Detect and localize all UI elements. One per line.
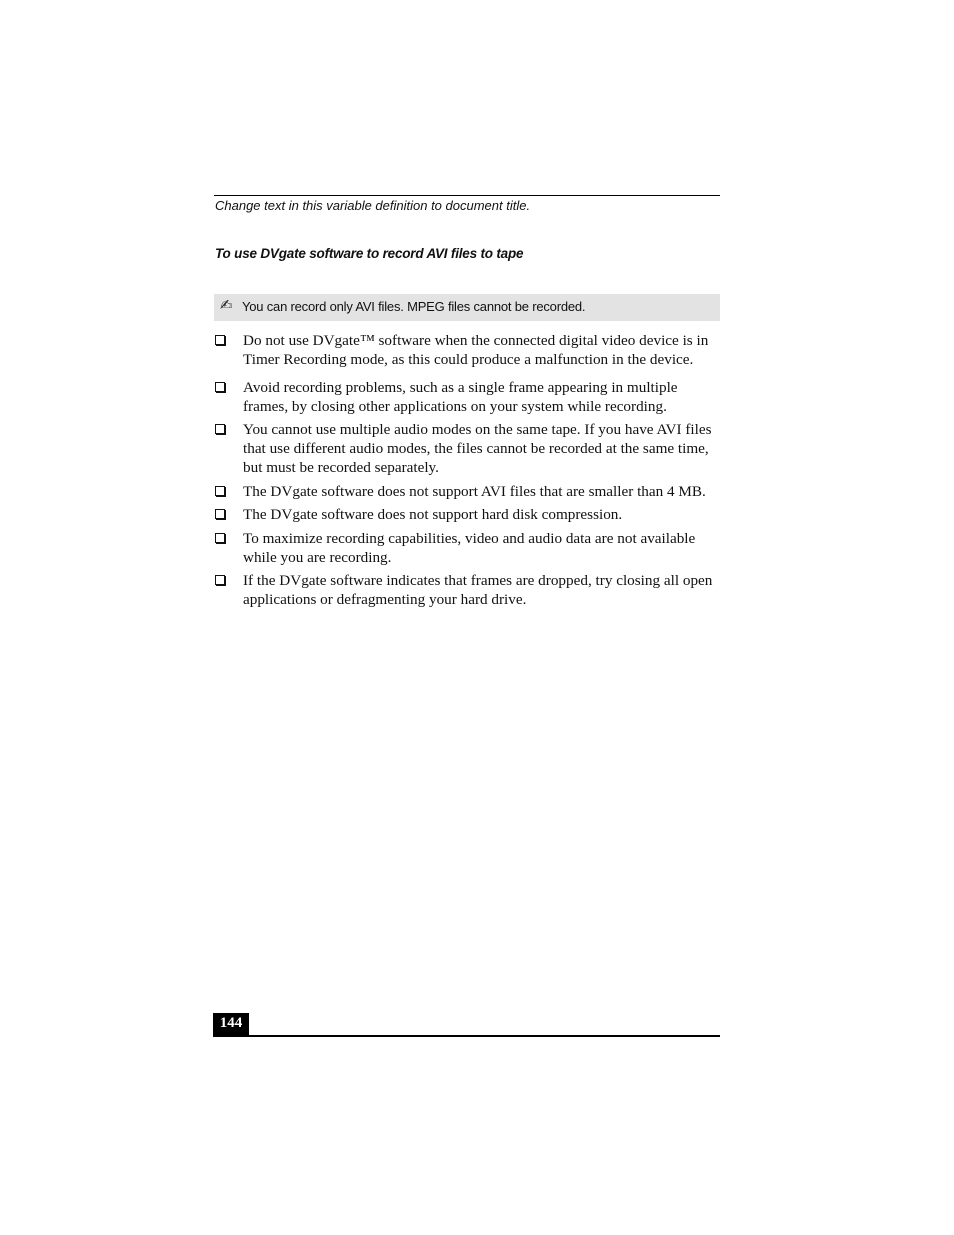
- list-item: [214, 420, 724, 477]
- checkbox-bullet-icon: [215, 509, 225, 519]
- list-item: [214, 378, 724, 416]
- checkbox-bullet-icon: [215, 575, 225, 585]
- checkbox-bullet-icon: [215, 486, 225, 496]
- checkbox-bullet-icon: [215, 335, 225, 345]
- note-text: You can record only AVI files. MPEG files cannot be recorded.: [242, 299, 586, 314]
- checkbox-bullet-icon: [215, 382, 225, 392]
- list-item: [214, 331, 724, 369]
- list-item: [214, 529, 724, 567]
- note-box: [214, 294, 720, 321]
- list-item-text: To maximize recording capabilities, video and audio data are not available while you are recording.: [243, 529, 696, 566]
- checkbox-bullet-icon: [215, 424, 225, 434]
- list-item: [214, 482, 724, 501]
- list-item-text: The DVgate software does not support hard disk compression.: [243, 506, 623, 523]
- running-header: Change text in this variable definition to document title.: [215, 198, 531, 213]
- section-heading: To use DVgate software to record AVI files to tape: [215, 246, 524, 261]
- list-item-text: The DVgate software does not support AVI files that are smaller than 4 MB.: [243, 482, 706, 500]
- pencil-note-icon: ✍: [220, 296, 233, 314]
- page-number: 144: [219, 1015, 243, 1031]
- bullet-list: [214, 331, 724, 614]
- footer-rule: [213, 1035, 720, 1037]
- header-rule: [214, 195, 720, 196]
- list-item-text: If the DVgate software indicates that frames are dropped, try closing all open applications or defragmenting your hard drive.: [243, 572, 713, 608]
- checkbox-bullet-icon: [215, 533, 225, 543]
- list-item: [214, 505, 724, 524]
- list-item-text: You cannot use multiple audio modes on the same tape. If you have AVI files that use different audio modes, the files cannot be recorded at the same time, but must be recorded separately.: [243, 421, 712, 476]
- page-number-badge: [213, 1013, 249, 1036]
- list-item: [214, 571, 724, 609]
- list-item-text: Avoid recording problems, such as a single frame appearing in multiple frames, by closing other applications on your system while recording.: [243, 378, 678, 415]
- list-item-text: Do not use DVgate™ software when the connected digital video device is in Timer Recording mode, as this could produce a malfunction in the device.: [243, 332, 709, 368]
